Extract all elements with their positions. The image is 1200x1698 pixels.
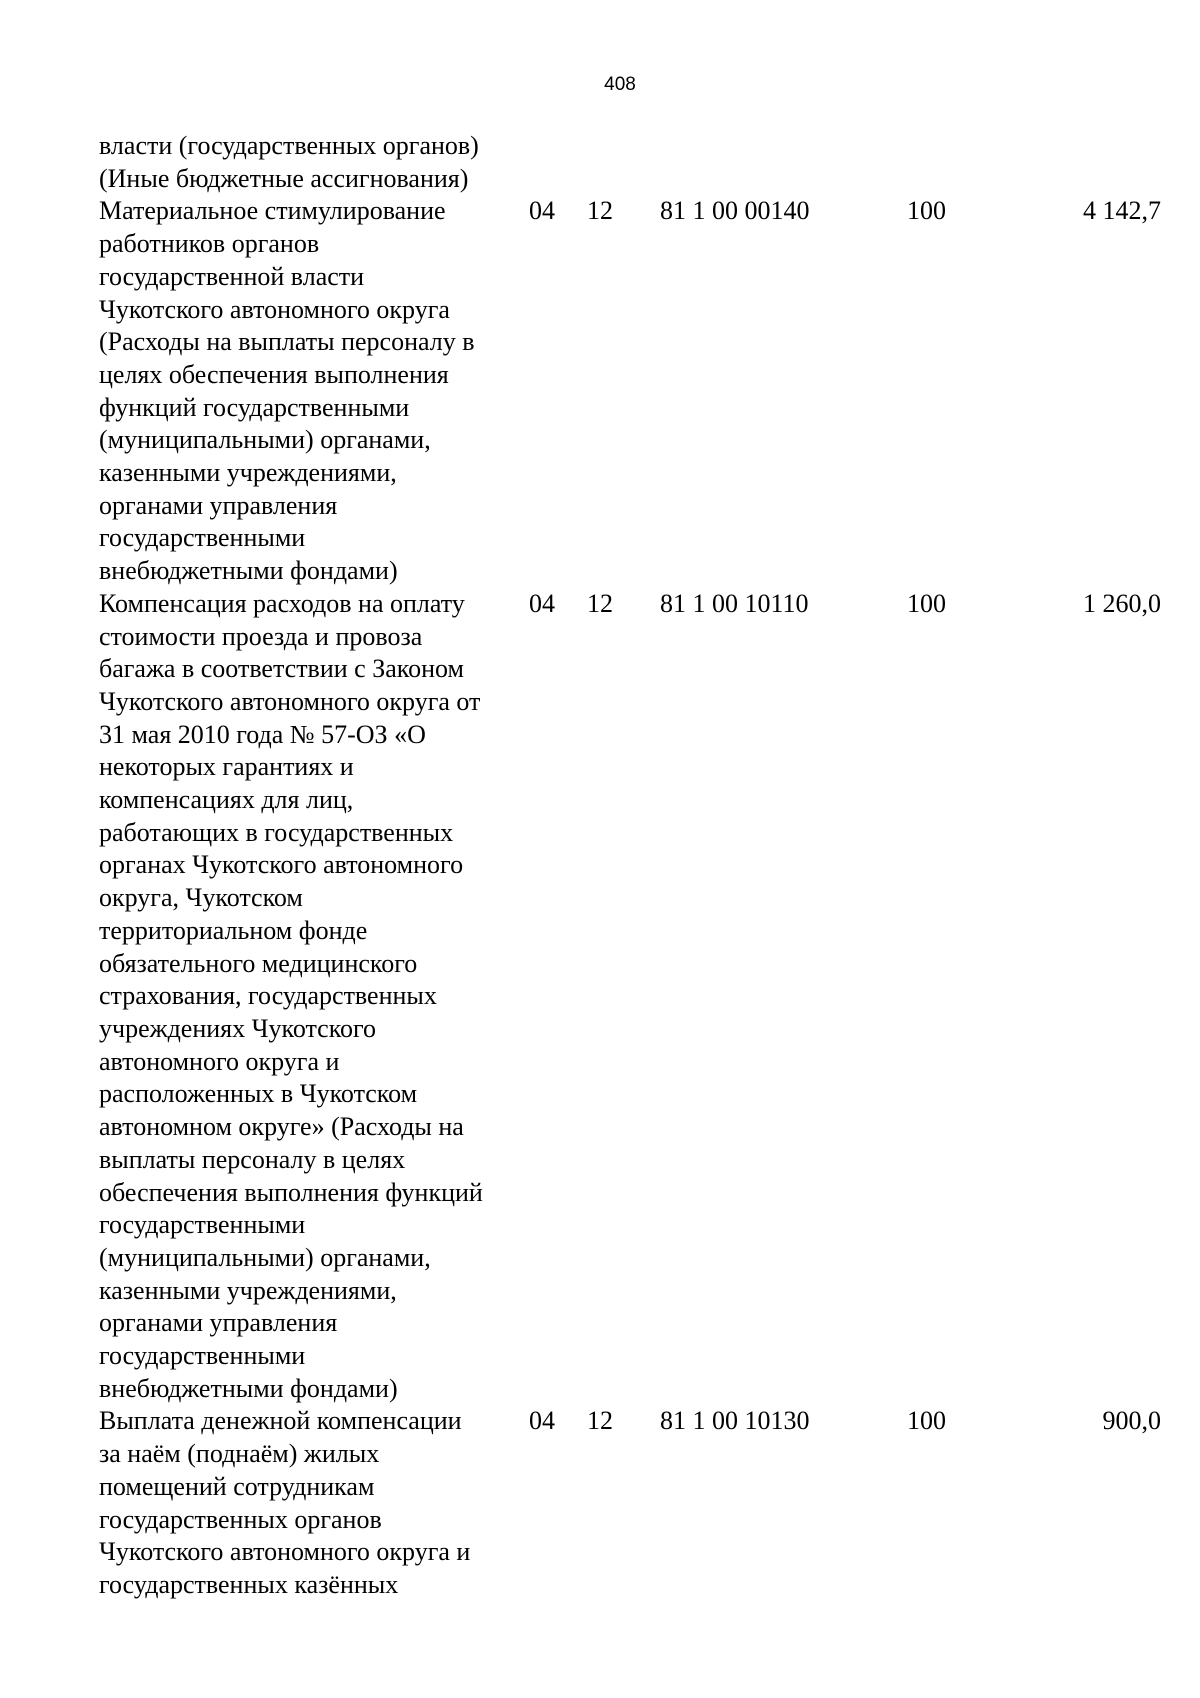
- row-target-article: [660, 130, 907, 195]
- row-expense-type: [907, 130, 1017, 195]
- row-description: Компенсация расходов на оплату стоимости проезда и провоза багажа в соответствии с Законом Чукотского автономного округа от 31 мая 2010 года № 57-ОЗ «О некоторых гарантиях и компенсациях для лиц, работающих в государственных органах Чукотского автономного округа, Чукотском территориальном фонде обязательного медицинского страхования, государственных учреждениях Чукотского автономного округа и расположенных в Чукотском автономном округе» (Расходы на выплаты персоналу в целях обеспечения выполнения функций государственными (муниципальными) органами, казенными учреждениями, органами управления государственными внебюджетными фондами): [99, 588, 483, 1403]
- row-expense-type: 100: [907, 196, 946, 226]
- row-section-code: 04: [529, 196, 555, 226]
- row-subsection-code: [587, 130, 660, 195]
- row-target-article: 81 1 00 10110: [660, 588, 809, 618]
- row-description: Выплата денежной компенсации за наём (поднаём) жилых помещений сотрудникам государственных органов Чукотского автономного округа и государственных казённых: [99, 1406, 471, 1599]
- row-amount: 4 142,7: [1083, 196, 1161, 226]
- row-expense-type: 100: [907, 588, 946, 618]
- row-amount: 1 260,0: [1083, 588, 1161, 618]
- page-number: 408: [604, 74, 636, 95]
- row-description: власти (государственных органов) (Иные бюджетные ассигнования): [99, 131, 479, 193]
- table-row: [99, 195, 1161, 587]
- row-expense-type: 100: [907, 1406, 946, 1436]
- row-amount: [1017, 130, 1161, 195]
- row-section-code: 04: [529, 588, 555, 618]
- row-description: Материальное стимулирование работников органов государственной власти Чукотского автономного округа (Расходы на выплаты персоналу в целях обеспечения выполнения функций государственными (муниципальными) органами, казенными учреждениями, органами управления государственными внебюджетными фондами): [99, 196, 475, 586]
- budget-table: [99, 130, 1161, 1602]
- table-row: [99, 1405, 1161, 1601]
- row-target-article: 81 1 00 10130: [660, 1406, 810, 1436]
- row-target-article: 81 1 00 00140: [660, 196, 810, 226]
- row-subsection-code: 12: [587, 1406, 613, 1436]
- table-row: [99, 588, 1161, 1406]
- row-section-code: [529, 130, 587, 195]
- row-subsection-code: 12: [587, 196, 613, 226]
- row-subsection-code: 12: [587, 588, 613, 618]
- row-amount: 900,0: [1102, 1406, 1161, 1436]
- table-row: [99, 130, 1161, 195]
- row-section-code: 04: [529, 1406, 555, 1436]
